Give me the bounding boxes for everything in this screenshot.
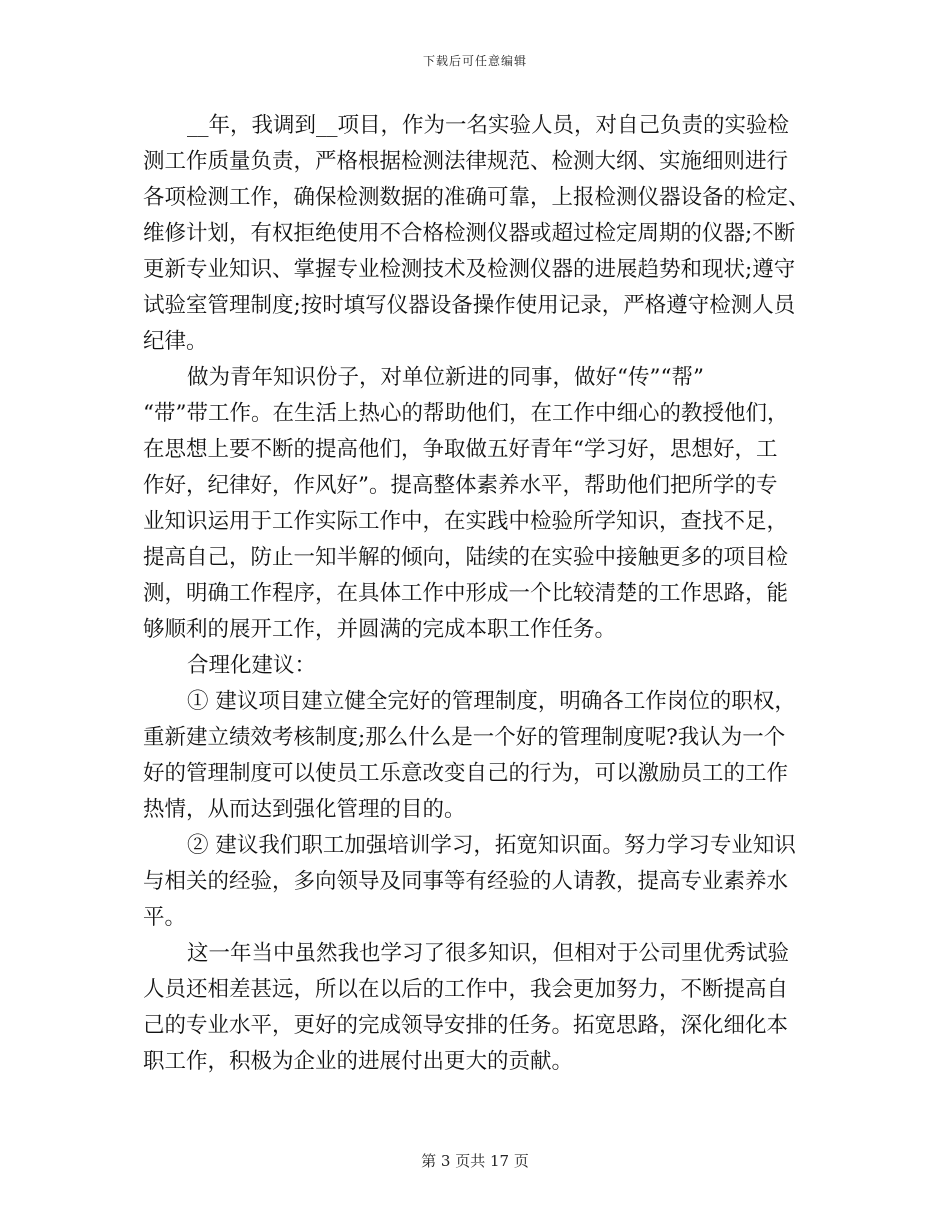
text-line: 纪律。 (143, 329, 208, 354)
text-line: 平。 (143, 905, 187, 930)
text-line: 测工作质量负责，严格根据检测法律规范、检测大纲、实施细则进行 (143, 149, 789, 174)
text-line: 好的管理制度可以使员工乐意改变自己的行为，可以激励员工的工作 (143, 761, 789, 786)
text-line: 各项检测工作，确保检测数据的准确可靠，上报检测仪器设备的检定、 (143, 185, 810, 210)
text-line: 与相关的经验，多向领导及同事等有经验的人请教，提高专业素养水 (143, 869, 789, 894)
text-line: 这一年当中虽然我也学习了很多知识，但相对于公司里优秀试验 (187, 941, 790, 966)
text-line: 人员还相差甚远，所以在以后的工作中，我会更加努力，不断提高自 (143, 977, 789, 1002)
page-footer: 第 3 页共 17 页 (421, 1152, 529, 1170)
text-line: 提高自己，防止一知半解的倾向，陆续的在实验中接触更多的项目检 (143, 545, 789, 570)
text-line: 职工作，积极为企业的进展付出更大的贡献。 (143, 1049, 574, 1074)
text-line: “带”带工作。在生活上热心的帮助他们，在工作中细心的教授他们， (143, 401, 789, 426)
text-line: 业知识运用于工作实际工作中，在实践中检验所学知识，查找不足， (143, 509, 789, 534)
text-line: 测，明确工作程序，在具体工作中形成一个比较清楚的工作思路，能 (143, 581, 789, 606)
text-line: 做为青年知识份子，对单位新进的同事，做好“传”“帮” (187, 365, 704, 390)
text-line: 更新专业知识、掌握专业检测技术及检测仪器的进展趋势和现状;遵守 (143, 257, 796, 282)
text-line: 维修计划，有权拒绝使用不合格检测仪器或超过检定周期的仪器;不断 (143, 221, 796, 246)
text-line: 合理化建议： (187, 653, 317, 678)
text-line: 够顺利的展开工作，并圆满的完成本职工作任务。 (143, 617, 617, 642)
document-body (143, 108, 810, 1080)
text-line: __年，我调到__项目，作为一名实验人员，对自己负责的实验检 (187, 113, 790, 138)
text-line: 试验室管理制度;按时填写仪器设备操作使用记录，严格遵守检测人员 (143, 293, 796, 318)
text-line: 热情，从而达到强化管理的目的。 (143, 797, 466, 822)
text-line: 重新建立绩效考核制度;那么什么是一个好的管理制度呢?我认为一个 (143, 725, 786, 750)
text-line: 作好，纪律好，作风好”。提高整体素养水平，帮助他们把所学的专 (143, 473, 778, 498)
text-line: 在思想上要不断的提高他们，争取做五好青年“学习好，思想好，工 (143, 437, 778, 462)
text-line: ② 建议我们职工加强培训学习，拓宽知识面。努力学习专业知识 (187, 833, 796, 858)
text-line: 己的专业水平，更好的完成领导安排的任务。拓宽思路，深化细化本 (143, 1013, 789, 1038)
text-line: ① 建议项目建立健全完好的管理制度，明确各工作岗位的职权， (187, 689, 796, 714)
page-header: 下载后可任意编辑 (422, 54, 527, 68)
